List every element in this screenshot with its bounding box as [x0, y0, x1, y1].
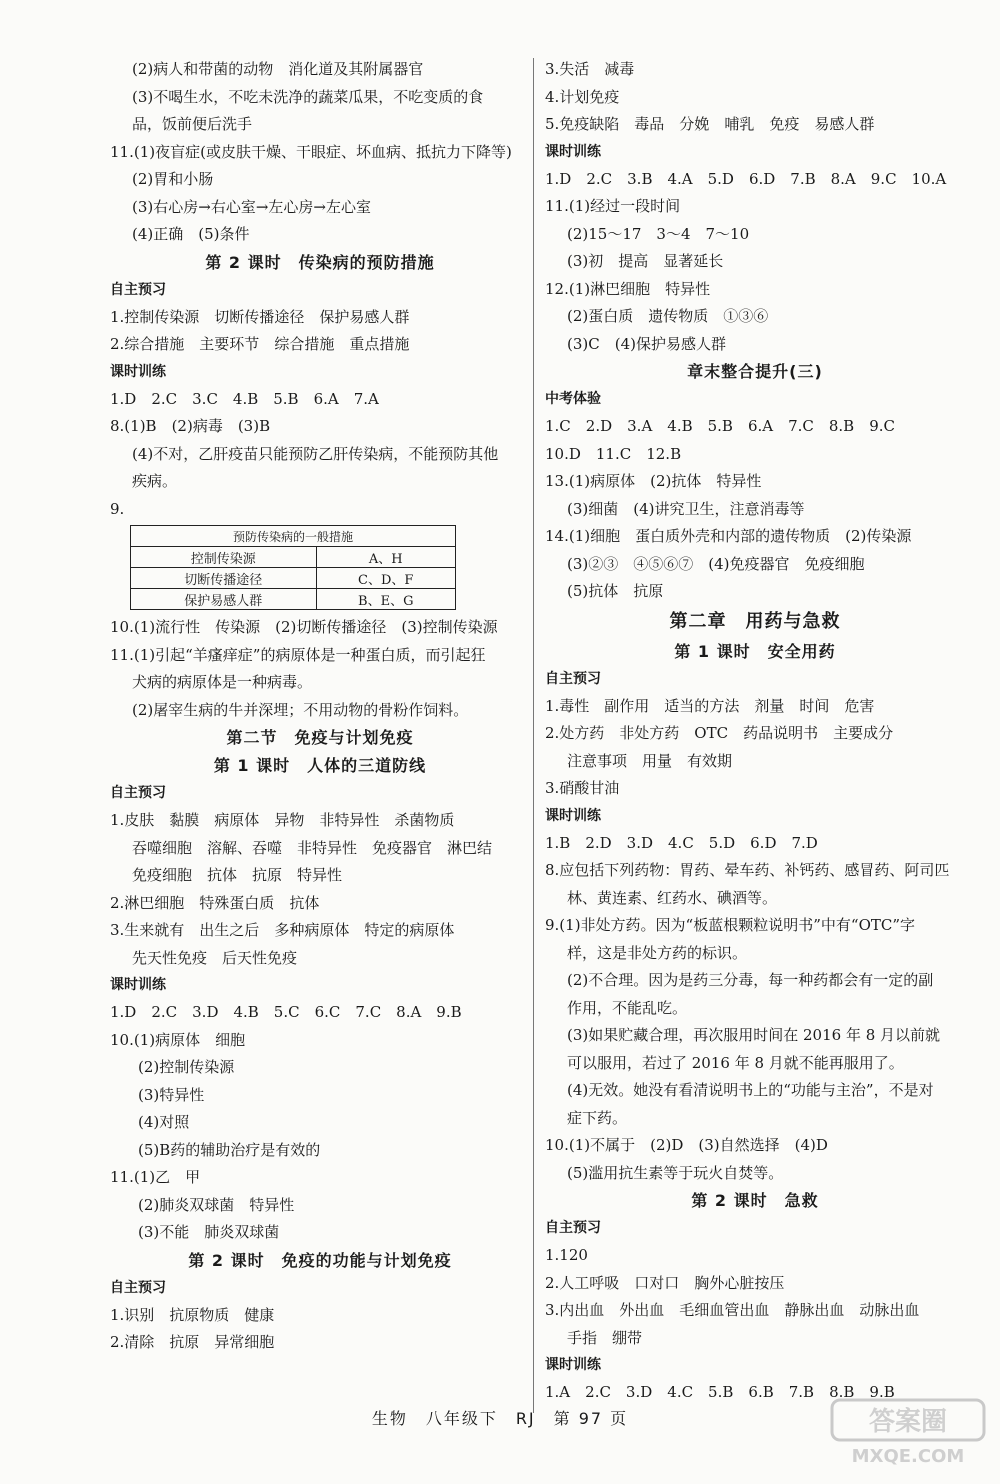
answer-line: (5)抗体 抗原 — [567, 582, 664, 600]
subsection-label: 自主预习 — [545, 1220, 601, 1236]
subsection-label: 自主预习 — [545, 670, 601, 687]
answer-line: 手指 绷带 — [567, 1328, 643, 1347]
answer-line: 吞噬细胞 溶解、吞噬 非特异性 免疫器官 淋巴结 — [132, 838, 493, 857]
answer-line: 林、黄连素、红药水、碘酒等。 — [567, 888, 778, 907]
answer-line: 2.人工呼吸 口对口 胸外心脏按压 — [545, 1273, 785, 1292]
answer-line: 10.(1)不属于 (2)D (3)自然选择 (4)D — [545, 1136, 828, 1154]
answer-line: 1.D 2.C 3.C 4.B 5.B 6.A 7.A — [110, 389, 379, 408]
answer-line: (3)不能 肺炎双球菌 — [138, 1223, 280, 1241]
answer-line: (3)如果贮藏合理，再次服用时间在 2016 年 8 月以前就 — [567, 1026, 941, 1044]
answer-line: 13.(1)病原体 (2)抗体 特异性 — [545, 472, 762, 490]
answer-line: 1.D 2.C 3.D 4.B 5.C 6.C 7.C 8.A 9.B — [110, 1003, 462, 1021]
answer-line: (5)滥用抗生素等于玩火自焚等。 — [567, 1163, 784, 1182]
table-row — [131, 568, 456, 589]
answer-line: 可以服用，若过了 2016 年 8 月就不能再服用了。 — [567, 1053, 904, 1072]
answer-line: (2)15～17 3～4 7～10 — [567, 224, 750, 243]
answer-line: 9. — [110, 499, 125, 518]
answer-line: 8.(1)B (2)病毒 (3)B — [110, 417, 271, 435]
answer-line: 3.内出血 外出血 毛细血管出血 静脉出血 动脉出血 — [545, 1301, 920, 1319]
watermark-url: MXQE.COM — [851, 1446, 965, 1467]
table-row — [131, 589, 456, 610]
answer-line: 9.(1)非处方药。因为“板蓝根颗粒说明书”中有“OTC”字 — [545, 916, 916, 934]
answer-line: 1.B 2.D 3.D 4.C 5.D 6.D 7.D — [545, 833, 818, 852]
subsection-label: 自主预习 — [110, 1279, 166, 1296]
answer-line: 11.(1)夜盲症(或皮肤干燥、干眼症、坏血病、抵抗力下降等) — [110, 142, 512, 161]
answer-line: (3)C (4)保护易感人群 — [567, 334, 726, 353]
answer-line: (5)B药的辅助治疗是有效的 — [138, 1140, 321, 1159]
answer-line: (2)屠宰生病的牛并深埋；不用动物的骨粉作饲料。 — [132, 700, 469, 719]
answer-line: 10.D 11.C 12.B — [545, 444, 682, 463]
answer-line: (3)②③ ④⑤⑥⑦ (4)免疫器官 免疫细胞 — [567, 554, 865, 573]
page-footer: 生物 八年级下 RJ 第 97 页 — [371, 1409, 629, 1428]
subsection-label: 自主预习 — [110, 281, 166, 298]
answer-line: 1.C 2.D 3.A 4.B 5.B 6.A 7.C 8.B 9.C — [545, 417, 895, 435]
table-cell-measure: 保护易感人群 — [131, 589, 317, 610]
left-column — [110, 56, 530, 1357]
answer-line: 14.(1)细胞 蛋白质外壳和内部的遗传物质 (2)传染源 — [545, 527, 912, 545]
answer-line: 5.免疫缺陷 毒品 分娩 哺乳 免疫 易感人群 — [545, 115, 875, 133]
answer-line: 作用，不能乱吃。 — [567, 998, 688, 1017]
table-cell-answer: B、E、G — [316, 589, 456, 610]
answer-line: 1.控制传染源 切断传播途径 保护易感人群 — [110, 307, 410, 326]
subsection-label: 中考体验 — [545, 391, 601, 407]
answer-line: (4)不对，乙肝疫苗只能预防乙肝传染病，不能预防其他 — [132, 444, 499, 463]
answer-line: 品，饭前便后洗手 — [132, 115, 253, 133]
answer-line: 3.生来就有 出生之后 多种病原体 特定的病原体 — [110, 921, 455, 939]
section-heading: 第 1 课时 安全用药 — [674, 641, 836, 661]
answer-line: 2.淋巴细胞 特殊蛋白质 抗体 — [110, 893, 320, 912]
answer-line: (2)不合理。因为是药三分毒，每一种药都会有一定的副 — [567, 971, 934, 989]
table-cell-answer: C、D、F — [316, 568, 456, 589]
table-cell-answer: A、H — [316, 547, 456, 568]
answer-line: (4)对照 — [138, 1113, 190, 1131]
watermark-title: 答案圈 — [868, 1407, 948, 1437]
subsection-label: 课时训练 — [545, 807, 601, 824]
answer-line: 11.(1)乙 甲 — [110, 1168, 201, 1186]
answer-line: 疾病。 — [132, 472, 178, 490]
answer-line: (3)特异性 — [138, 1085, 205, 1104]
table-cell-measure: 切断传播途径 — [131, 568, 317, 589]
answer-line: (3)不喝生水，不吃未洗净的蔬菜瓜果，不吃变质的食 — [132, 87, 484, 106]
answer-line: 1.识别 抗原物质 健康 — [110, 1305, 275, 1324]
answer-line: (3)右心房→右心室→左心房→左心室 — [132, 197, 371, 216]
answer-line: 免疫细胞 抗体 抗原 特异性 — [132, 866, 343, 884]
answer-line: (3)细菌 (4)讲究卫生，注意消毒等 — [567, 499, 805, 518]
answer-line: 3.硝酸甘油 — [545, 779, 620, 797]
section-heading: 第二章 用药与急救 — [669, 610, 841, 632]
answer-line: (2)蛋白质 遗传物质 ①③⑥ — [567, 307, 769, 325]
table-cell-measure: 控制传染源 — [131, 547, 317, 568]
table-header: 预防传染病的一般措施 — [131, 526, 456, 547]
answer-line: 1.D 2.C 3.B 4.A 5.D 6.D 7.B 8.A 9.C 10.A — [545, 169, 947, 188]
answer-line: (2)控制传染源 — [138, 1058, 235, 1076]
answer-line: 8.应包括下列药物：胃药、晕车药、补钙药、感冒药、阿司匹 — [545, 861, 950, 879]
section-heading: 第 1 课时 人体的三道防线 — [213, 756, 427, 775]
answer-line: 2.处方药 非处方药 OTC 药品说明书 主要成分 — [545, 724, 894, 742]
watermark-logo — [828, 1396, 988, 1472]
answer-line: 1.毒性 副作用 适当的方法 剂量 时间 危害 — [545, 696, 875, 715]
section-heading: 第二节 免疫与计划免疫 — [226, 728, 414, 747]
answer-line: 11.(1)引起“羊瘙痒症”的病原体是一种蛋白质，而引起狂 — [110, 645, 486, 664]
answer-line: 症下药。 — [567, 1108, 628, 1127]
section-heading: 第 2 课时 传染病的预防措施 — [205, 252, 435, 272]
answer-line: 注意事项 用量 有效期 — [567, 751, 733, 770]
answer-line: (2)肺炎双球菌 特异性 — [138, 1195, 295, 1214]
subsection-label: 自主预习 — [110, 785, 166, 801]
section-heading: 章末整合提升(三) — [687, 362, 823, 381]
answer-line: 1.A 2.C 3.D 4.C 5.B 6.B 7.B 8.B 9.B — [545, 1383, 895, 1401]
answer-line: 10.(1)病原体 细胞 — [110, 1030, 246, 1049]
table-row — [131, 547, 456, 568]
subsection-label: 课时训练 — [110, 363, 166, 380]
subsection-label: 课时训练 — [545, 1357, 601, 1373]
answer-line: 样，这是非处方药的标识。 — [567, 943, 748, 962]
answer-line: 12.(1)淋巴细胞 特异性 — [545, 279, 711, 298]
answer-line: 11.(1)经过一段时间 — [545, 197, 681, 215]
answer-line: 2.综合措施 主要环节 综合措施 重点措施 — [110, 335, 410, 353]
answer-line: 2.清除 抗原 异常细胞 — [110, 1333, 275, 1351]
answer-line: (4)无效。她没有看清说明书上的“功能与主治”，不是对 — [567, 1081, 934, 1099]
answer-line: 先天性免疫 后天性免疫 — [132, 948, 298, 967]
subsection-label: 课时训练 — [545, 143, 601, 160]
answer-line: 4.计划免疫 — [545, 87, 620, 106]
section-heading: 第 2 课时 急救 — [691, 1191, 819, 1210]
answer-line: 3.失活 减毒 — [545, 60, 635, 78]
answer-line: (4)正确 (5)条件 — [132, 225, 250, 243]
column-divider — [533, 58, 534, 1413]
section-heading: 第 2 课时 免疫的功能与计划免疫 — [188, 1250, 452, 1270]
answer-line: (2)病人和带菌的动物 消化道及其附属器官 — [132, 60, 424, 78]
answer-line: 犬病的病原体是一种病毒。 — [132, 673, 313, 691]
answer-line: (3)初 提高 显著延长 — [567, 252, 724, 270]
answer-line: 10.(1)流行性 传染源 (2)切断传播途径 (3)控制传染源 — [110, 618, 498, 636]
answer-line: 1.皮肤 黏膜 病原体 异物 非特异性 杀菌物质 — [110, 811, 455, 829]
answer-line: 1.120 — [545, 1246, 588, 1264]
subsection-label: 课时训练 — [110, 977, 166, 993]
measures-table — [130, 525, 456, 610]
right-column — [545, 56, 965, 1407]
answer-line: (2)胃和小肠 — [132, 170, 214, 188]
